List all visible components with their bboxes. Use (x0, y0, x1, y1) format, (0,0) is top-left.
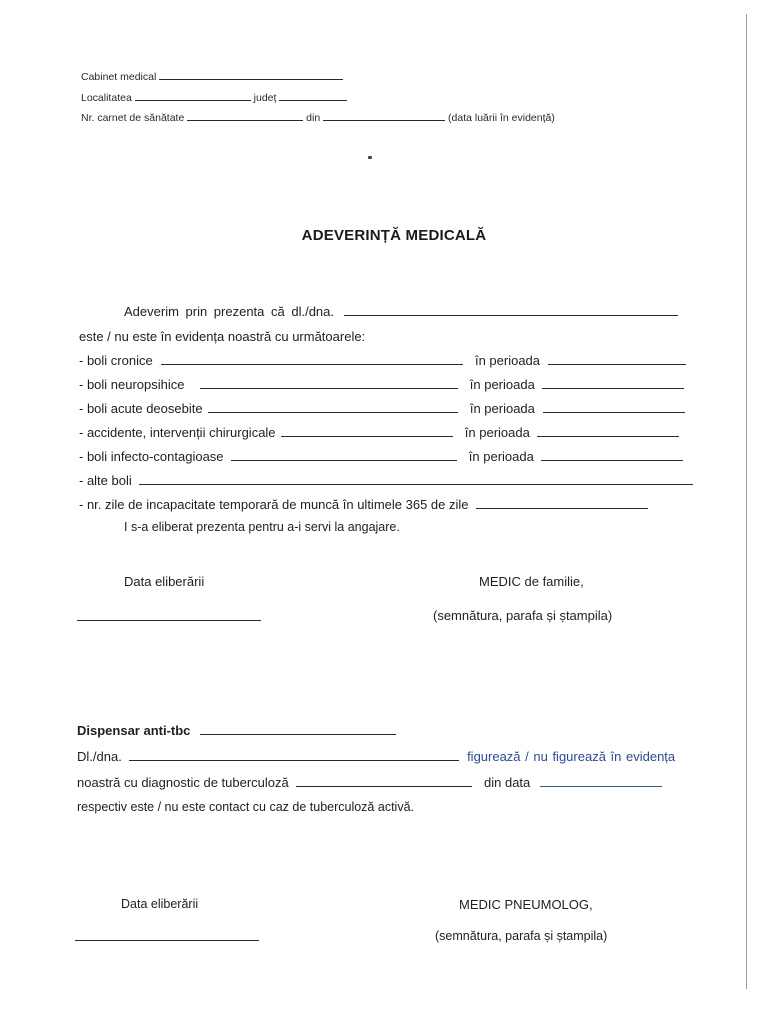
carnet-label: Nr. carnet de sănătate (81, 112, 185, 124)
tbc-name-field[interactable] (129, 760, 459, 761)
din-label: din (306, 112, 321, 124)
condition-label: - boli infecto-contagioase (79, 449, 224, 464)
period-label: în perioada (474, 353, 541, 368)
scan-speck (368, 156, 372, 159)
cabinet-label: Cabinet medical (81, 71, 157, 83)
tbc-respectiv-text: respectiv este / nu este contact cu caz de tuberculoză activă. (77, 800, 414, 814)
medic-familie-label: MEDIC de familie, (479, 574, 584, 589)
evidenta-note: (data luării în evidență) (448, 112, 555, 124)
localitate-field[interactable] (135, 100, 251, 101)
condition-field[interactable] (200, 388, 458, 389)
period-field[interactable] (542, 388, 684, 389)
localitate-label: Localitatea (81, 92, 132, 104)
tbc-title-row (77, 723, 396, 738)
carnet-field[interactable] (187, 120, 303, 121)
page-edge-line (746, 14, 747, 989)
period-label: în perioada (469, 401, 535, 416)
data-eliberarii-field-1-row (77, 608, 261, 626)
tbc-respectiv-row (77, 800, 414, 814)
data-eliberarii-field-2[interactable] (75, 940, 259, 941)
patient-name-field[interactable] (344, 315, 678, 316)
tbc-din-data-label: din data (484, 775, 531, 790)
header-localitate-row (81, 92, 347, 104)
intro-text-2: este / nu este în evidența noastră cu următoarele: (79, 329, 366, 344)
tbc-date-field[interactable] (540, 786, 662, 787)
condition-row (79, 425, 679, 440)
eliberat-text: I s-a eliberat prezenta pentru a-i servi la angajare. (124, 520, 400, 534)
tbc-field[interactable] (200, 734, 396, 735)
condition-row (79, 401, 685, 416)
tbc-title: Dispensar anti-tbc (77, 723, 191, 738)
header-carnet-row (81, 112, 555, 124)
tbc-noastra-label: noastră cu diagnostic de tuberculoză (77, 775, 289, 790)
period-field[interactable] (548, 364, 686, 365)
incapacitate-label: - nr. zile de incapacitate temporară de muncă în ultimele 365 de zile (79, 497, 469, 512)
incapacitate-field[interactable] (476, 508, 648, 509)
period-label: în perioada (468, 449, 534, 464)
condition-label: - accidente, intervenții chirurgicale (79, 425, 276, 440)
condition-label: - boli cronice (79, 353, 153, 368)
alte-boli-label: - alte boli (79, 473, 132, 488)
tbc-figureaza: figurează / nu figurează în evidența (467, 749, 676, 764)
signature-label-1: (semnătura, parafa și ștampila) (433, 608, 613, 623)
condition-row (79, 353, 686, 368)
tbc-dl-row (77, 749, 675, 764)
period-field[interactable] (537, 436, 679, 437)
condition-field[interactable] (161, 364, 463, 365)
period-label: în perioada (464, 425, 530, 440)
tbc-diagnostic-row (77, 775, 662, 790)
intro-text-1: Adeverim prin prezenta că dl./dna. (124, 304, 334, 319)
data-eliberarii-label-1: Data eliberării (124, 574, 205, 589)
period-label: în perioada (469, 377, 535, 392)
condition-field[interactable] (231, 460, 457, 461)
alte-boli-field[interactable] (139, 484, 693, 485)
tbc-dl-label: Dl./dna. (77, 749, 122, 764)
signature-label-2: (semnătura, parafa și ștampila) (435, 929, 608, 943)
condition-field[interactable] (281, 436, 453, 437)
incapacitate-row (79, 497, 648, 512)
data-eliberarii-field-1[interactable] (77, 620, 261, 621)
period-field[interactable] (543, 412, 685, 413)
eliberat-row (124, 520, 400, 534)
judet-label: județ (253, 92, 277, 104)
condition-field[interactable] (208, 412, 458, 413)
judet-field[interactable] (279, 100, 347, 101)
condition-row (79, 377, 684, 392)
condition-label: - boli neuropsihice (79, 377, 185, 392)
document-title: ADEVERINȚĂ MEDICALĂ (301, 227, 487, 244)
medic-pneumolog-label: MEDIC PNEUMOLOG, (459, 897, 593, 912)
data-eliberarii-field-2-row (75, 928, 259, 946)
condition-label: - boli acute deosebite (79, 401, 203, 416)
alte-boli-row (79, 473, 693, 488)
intro-line-1 (124, 304, 678, 319)
intro-line-2 (79, 329, 365, 344)
cabinet-field[interactable] (159, 79, 343, 80)
period-field[interactable] (541, 460, 683, 461)
condition-row (79, 449, 683, 464)
din-date-field[interactable] (323, 120, 445, 121)
tbc-diagnostic-field[interactable] (296, 786, 472, 787)
header-cabinet-row (81, 71, 343, 83)
data-eliberarii-label-2: Data eliberării (121, 897, 199, 911)
